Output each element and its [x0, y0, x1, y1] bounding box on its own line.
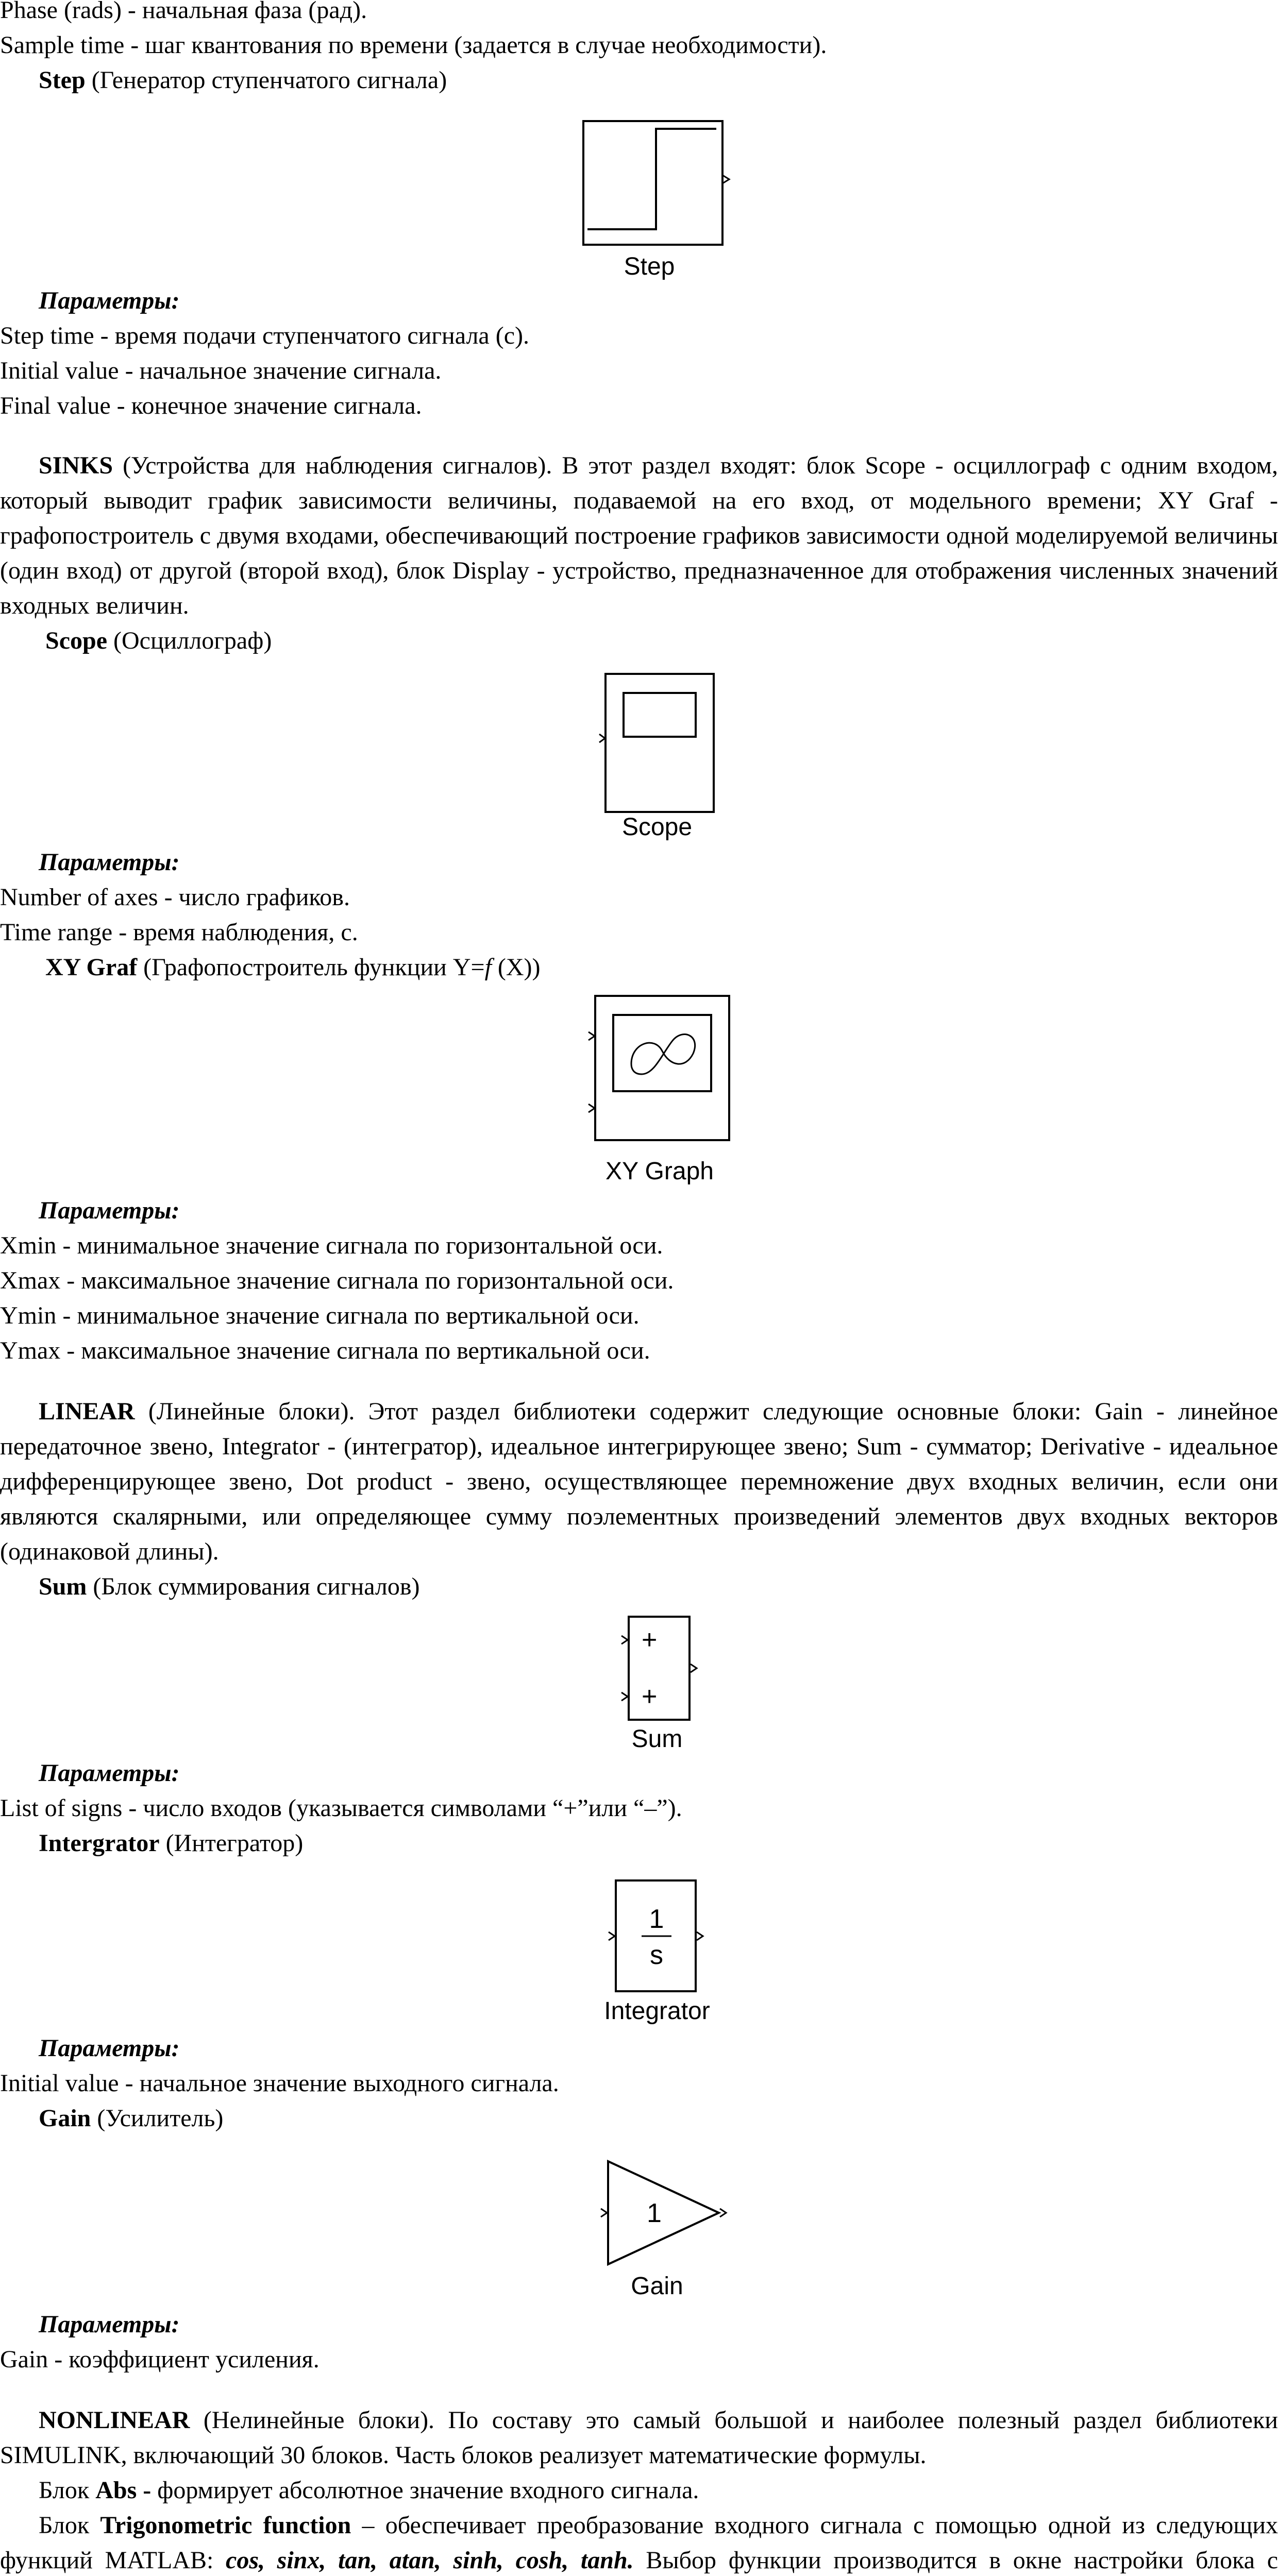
linear-paragraph: LINEAR (Линейные блоки). Этот раздел библиотеки содержит следующие основные блоки: Gain - линейное передаточное звено, Integrator - (интегратор), идеальное интегрирующее звено; Sum - сумматор; Derivative - идеальное дифференцирующее звено, Dot product - звено, осуществляющее перемножение двух входных величин, если они являются скалярными, или определяющее сумму поэлементных произведений элементов двух входных векторов (одинаковой длины).: [0, 1398, 1278, 1565]
gain-block-icon: [598, 2156, 732, 2275]
params-label-sum: Параметры:: [39, 1759, 180, 1787]
integrator-block-icon: [606, 1875, 709, 1999]
phase-param-line: Phase (rads) - начальная фаза (рад).: [0, 0, 367, 24]
step-heading-desc: (Генератор ступенчатого сигнала): [85, 66, 447, 94]
params-label-xy: Параметры:: [39, 1197, 180, 1224]
xy-heading: XY Graf (Графопостроитель функции Y=f (X)): [45, 954, 541, 981]
sample-time-param-line: Sample time - шаг квантования по времени (задается в случае необходимости).: [0, 31, 827, 59]
gain-heading: Gain (Усилитель): [39, 2105, 224, 2132]
step-param-3: Final value - конечное значение сигнала.: [0, 392, 422, 419]
xy-param-3: Ymin - минимальное значение сигнала по вертикальной оси.: [0, 1302, 640, 1329]
params-label-gain: Параметры:: [39, 2311, 180, 2338]
xy-param-2: Xmax - максимальное значение сигнала по горизонтальной оси.: [0, 1267, 674, 1294]
sum-heading: Sum (Блок суммирования сигналов): [39, 1573, 420, 1600]
abs-paragraph: Блок Abs - формирует абсолютное значение входного сигнала.: [39, 2477, 699, 2504]
sum-caption: Sum: [631, 1725, 683, 1753]
integrator-param-1: Initial value - начальное значение выходного сигнала.: [0, 2070, 559, 2097]
gain-caption: Gain: [631, 2273, 683, 2300]
xy-param-4: Ymax - максимальное значение сигнала по вертикальной оси.: [0, 1337, 650, 1364]
integrator-heading: Intergrator (Интегратор): [39, 1829, 304, 1857]
integrator-numerator: 1: [649, 1904, 664, 1934]
sum-plus-1: +: [642, 1625, 658, 1655]
params-label-step: Параметры:: [39, 287, 180, 314]
step-caption: Step: [624, 253, 675, 280]
scope-param-2: Time range - время наблюдения, с.: [0, 919, 358, 946]
xy-graph-block-icon: [582, 992, 737, 1146]
gain-param-1: Gain - коэффициент усиления.: [0, 2346, 320, 2373]
nonlinear-paragraph: NONLINEAR (Нелинейные блоки). По составу это самый большой и наиболее полезный раздел библиотеки SIMULINK, включающий 30 блоков. Часть блоков реализует математические формулы. Блок Abs - формирует абсолютное значение входного сигнала. Блок Trigonometric function – обеспечивает преобразование входного сигнала с помощью одной из следующих функций MATLAB: cos, sinx, tan, atan, sinh, cosh, tanh. Выбор функции производится в окне настройки блока с: [0, 2403, 1278, 2576]
params-label-integrator: Параметры:: [39, 2035, 180, 2062]
trig-paragraph: Блок Trigonometric function – обеспечивает преобразование входного сигнала с помощью одной из следующих функций MATLAB: cos, sinx, tan, atan, sinh, cosh, tanh. Выбор функции производится в окне настройки блока с: [0, 2512, 1278, 2574]
sum-param-1: List of signs - число входов (указывается символами “+”или “–”).: [0, 1794, 682, 1822]
scope-caption: Scope: [621, 814, 693, 841]
integrator-caption: Integrator: [604, 1997, 710, 2025]
scope-heading: Scope (Осциллограф): [45, 627, 272, 654]
scope-block-icon: [598, 670, 721, 819]
gain-value: 1: [647, 2198, 662, 2228]
scope-param-1: Number of axes - число графиков.: [0, 884, 350, 911]
sinks-paragraph: SINKS (Устройства для наблюдения сигналов). В этот раздел входят: блок Scope - осциллограф с одним входом, который выводит график зависимости величины, подаваемой на его вход, от модельного времени; XY Graf - графопостроитель с двумя входами, обеспечивающий построение графиков зависимости одной моделируемой величины (один вход) от другой (второй вход), блок Display - устройство, предназначенное для отображения численных значений входных величин.: [0, 452, 1278, 619]
params-label-scope: Параметры:: [39, 849, 180, 876]
sum-plus-2: +: [642, 1682, 658, 1711]
step-param-1: Step time - время подачи ступенчатого сигнала (с).: [0, 322, 529, 349]
step-param-2: Initial value - начальное значение сигнала.: [0, 357, 442, 384]
step-heading-bold: Step: [39, 66, 86, 94]
integrator-denominator: s: [650, 1940, 663, 1970]
xy-param-1: Xmin - минимальное значение сигнала по горизонтальной оси.: [0, 1232, 663, 1259]
sum-block-icon: [618, 1613, 701, 1726]
step-heading: [0, 63, 1278, 98]
xy-graph-caption: XY Graph: [606, 1158, 714, 1185]
